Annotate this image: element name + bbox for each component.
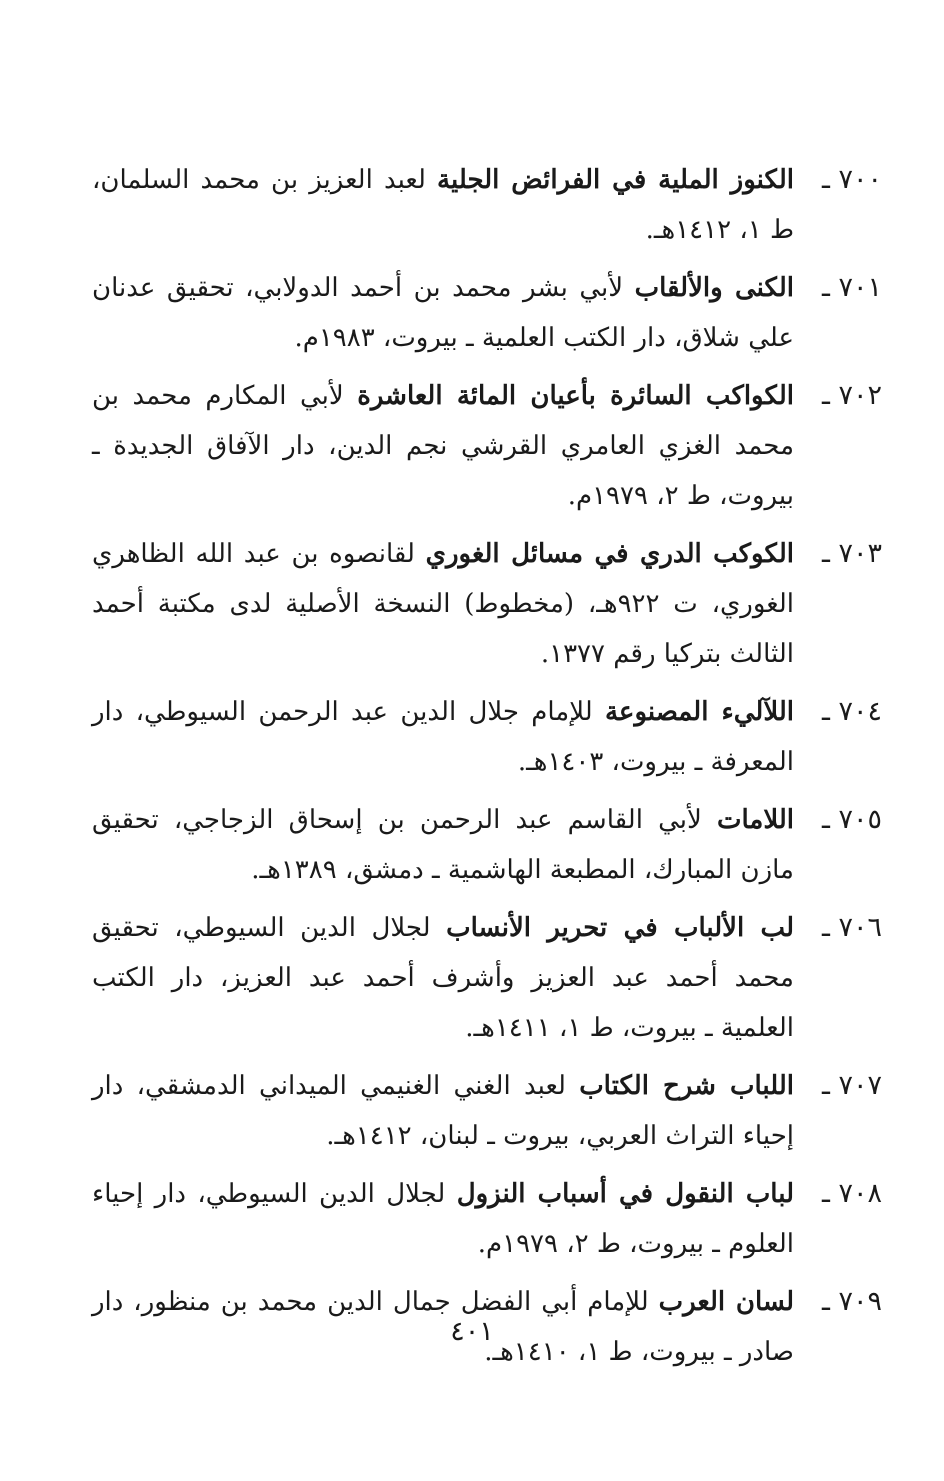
page-number: ٤٠١ (450, 1316, 494, 1347)
entry-details: لأبي القاسم عبد الرحمن بن إسحاق الزجاجي، تحقيق مازن المبارك، المطبعة الهاشمية ـ دمشق، ١٣٨٩هـ. (92, 805, 794, 885)
entry-text (92, 795, 794, 895)
entry-title: الكواكب السائرة بأعيان المائة العاشرة (357, 381, 794, 411)
entry-details: لعبد العزيز بن محمد السلمان، ط ١، ١٤١٢هـ. (92, 165, 794, 245)
entry-title: لسان العرب (658, 1287, 794, 1317)
entry-text (92, 371, 794, 521)
entry-number: ٧٠٨ ـ (821, 1178, 882, 1209)
bibliography-entry (92, 1061, 882, 1161)
entry-details: لجلال الدين السيوطي، تحقيق محمد أحمد عبد العزيز وأشرف أحمد عبد العزيز، دار الكتب العلمية ـ بيروت، ط ١، ١٤١١هـ. (92, 913, 794, 1043)
entry-details: لقانصوه بن عبد الله الظاهري الغوري، ت ٩٢٢هـ، (مخطوط) النسخة الأصلية لدى مكتبة أحمد الثالث بتركيا رقم ١٣٧٧. (92, 539, 794, 669)
entry-title: لب الألباب في تحرير الأنساب (446, 913, 794, 943)
entry-title: اللآليء المصنوعة (604, 697, 795, 727)
entry-title: لباب النقول في أسباب النزول (456, 1179, 794, 1209)
entry-details: لأبي المكارم محمد بن محمد الغزي العامري القرشي نجم الدين، دار الآفاق الجديدة ـ بيروت، ط ٢، ١٩٧٩م. (92, 381, 794, 511)
entry-number: ٧٠٤ ـ (821, 696, 882, 727)
entry-text (92, 687, 794, 787)
entry-title: اللامات (717, 805, 794, 835)
bibliography-entry (92, 155, 882, 255)
bibliography-entry (92, 529, 882, 679)
entry-number: ٧٠٣ ـ (821, 538, 882, 569)
entry-number: ٧٠٠ ـ (821, 164, 882, 195)
bibliography-entry (92, 903, 882, 1053)
entry-number: ٧٠٥ ـ (821, 804, 882, 835)
entry-details: لجلال الدين السيوطي، دار إحياء العلوم ـ بيروت، ط ٢، ١٩٧٩م. (92, 1179, 794, 1259)
entry-text (92, 155, 794, 255)
bibliography-entry (92, 687, 882, 787)
entry-details: للإمام جلال الدين عبد الرحمن السيوطي، دار المعرفة ـ بيروت، ١٤٠٣هـ. (92, 697, 794, 777)
entry-text (92, 263, 794, 363)
entry-number: ٧٠٩ ـ (821, 1286, 882, 1317)
entry-number: ٧٠٢ ـ (821, 380, 882, 411)
entry-text (92, 1169, 794, 1269)
entry-text (92, 1061, 794, 1161)
entry-title: اللباب شرح الكتاب (579, 1071, 794, 1101)
bibliography-entry (92, 795, 882, 895)
entry-title: الكنوز الملية في الفرائض الجلية (437, 165, 795, 195)
entry-number: ٧٠٦ ـ (821, 912, 882, 943)
entry-text (92, 529, 794, 679)
bibliography-entry (92, 371, 882, 521)
entry-title: الكوكب الدري في مسائل الغوري (425, 539, 794, 569)
entry-details: لأبي بشر محمد بن أحمد الدولابي، تحقيق عدنان علي شلاق، دار الكتب العلمية ـ بيروت، ١٩٨٣م. (92, 273, 794, 353)
entry-number: ٧٠٧ ـ (821, 1070, 882, 1101)
bibliography-list (92, 155, 882, 1385)
entry-number: ٧٠١ ـ (821, 272, 882, 303)
entry-title: الكنى والألقاب (634, 273, 794, 303)
entry-text (92, 903, 794, 1053)
bibliography-entry (92, 1169, 882, 1269)
entry-details: للإمام أبي الفضل جمال الدين محمد بن منظور، دار صادر ـ بيروت، ط ١، ١٤١٠هـ. (92, 1287, 794, 1367)
bibliography-entry (92, 263, 882, 363)
entry-details: لعبد الغني الغنيمي الميداني الدمشقي، دار إحياء التراث العربي، بيروت ـ لبنان، ١٤١٢هـ. (92, 1071, 794, 1151)
